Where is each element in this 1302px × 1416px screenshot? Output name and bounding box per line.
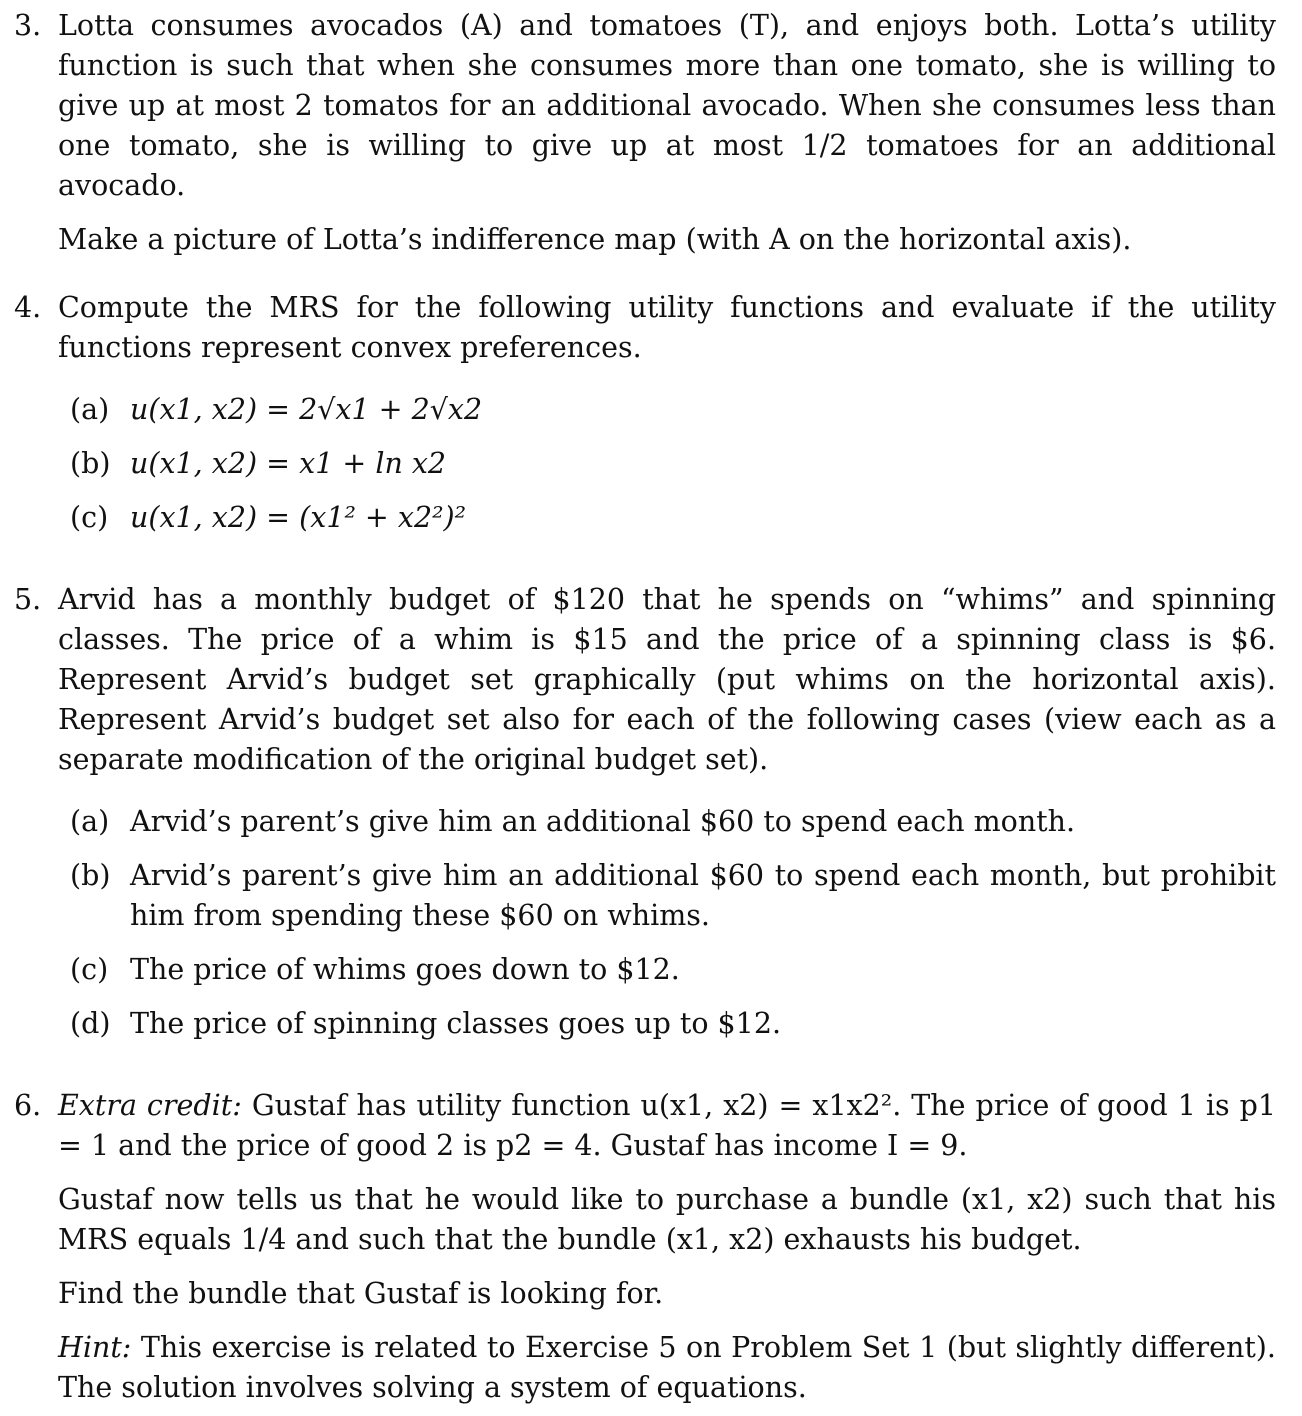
utility-function-b: u(x1, x2) = x1 + ln x2: [130, 447, 447, 480]
list-item: [58, 802, 1276, 842]
problem-set-page: [14, 6, 1276, 1408]
item-label: (c): [70, 501, 109, 534]
hint-label: Hint:: [58, 1331, 132, 1364]
utility-function-a: u(x1, x2) = 2√x1 + 2√x2: [130, 393, 483, 426]
item-text: The price of spinning classes goes up to $12.: [130, 1007, 782, 1040]
item-text: The price of whims goes down to $12.: [130, 953, 680, 986]
problem-number: 3.: [14, 9, 42, 42]
item-text: Arvid’s parent’s give him an additional $60 to spend each month.: [130, 805, 1076, 838]
item-label: (d): [70, 1007, 111, 1040]
list-item: [58, 390, 1276, 430]
item-label: (a): [70, 393, 110, 426]
problem-6-text: [58, 1086, 1276, 1166]
problem-number: 4.: [14, 291, 42, 324]
problem-6-hint: [58, 1328, 1276, 1408]
extra-credit-label: Extra credit:: [58, 1089, 242, 1122]
list-item: [58, 1004, 1276, 1044]
problem-4-items: [58, 390, 1276, 538]
problem-6-setup: Gustaf has utility function u(x1, x2) = x1x2². The price of good 1 is p1 = 1 and the price of good 2 is p2 = 4. Gustaf has income I = 9.: [58, 1089, 1277, 1162]
list-item: [58, 444, 1276, 484]
problem-5-items: [58, 802, 1276, 1044]
problem-number: 5.: [14, 583, 42, 616]
problem-number: 6.: [14, 1089, 42, 1122]
problem-4-intro: Compute the MRS for the following utility functions and evaluate if the utility functions represent convex preferences.: [58, 291, 1276, 364]
item-text: Arvid’s parent’s give him an additional $60 to spend each month, but prohibit him from spending these $60 on whims.: [130, 859, 1276, 932]
problem-4: [14, 288, 1276, 538]
hint-text: This exercise is related to Exercise 5 on Problem Set 1 (but slightly different). The solution involves solving a system of equations.: [58, 1331, 1276, 1404]
problem-6-task: Find the bundle that Gustaf is looking for.: [58, 1277, 664, 1310]
problem-3: [14, 6, 1276, 260]
problem-6: [14, 1086, 1276, 1408]
list-item: [58, 856, 1276, 936]
item-label: (a): [70, 805, 110, 838]
problem-5-intro: Arvid has a monthly budget of $120 that he spends on “whims” and spinning classes. The price of a whim is $15 and the price of a spinning class is $6. Represent Arvid’s budget set graphically (put whims on the horizontal axis). Represent Arvid’s budget set also for each of the following cases (view each as a separate modification of the original budget set).: [58, 583, 1276, 776]
item-label: (b): [70, 859, 111, 892]
problem-5: [14, 580, 1276, 1044]
list-item: [58, 950, 1276, 990]
problem-3-task: Make a picture of Lotta’s indifference map (with A on the horizontal axis).: [58, 223, 1132, 256]
utility-function-c: u(x1, x2) = (x1² + x2²)²: [130, 501, 467, 534]
problem-6-request: Gustaf now tells us that he would like to purchase a bundle (x1, x2) such that his MRS equals 1/4 and such that the bundle (x1, x2) exhausts his budget.: [58, 1183, 1276, 1256]
item-label: (c): [70, 953, 109, 986]
problem-3-text: Lotta consumes avocados (A) and tomatoes (T), and enjoys both. Lotta’s utility function is such that when she consumes more than one tomato, she is willing to give up at most 2 tomatos for an additional avocado. When she consumes less than one tomato, she is willing to give up at most 1/2 tomatoes for an additional avocado.: [58, 9, 1276, 202]
item-label: (b): [70, 447, 111, 480]
list-item: [58, 498, 1276, 538]
